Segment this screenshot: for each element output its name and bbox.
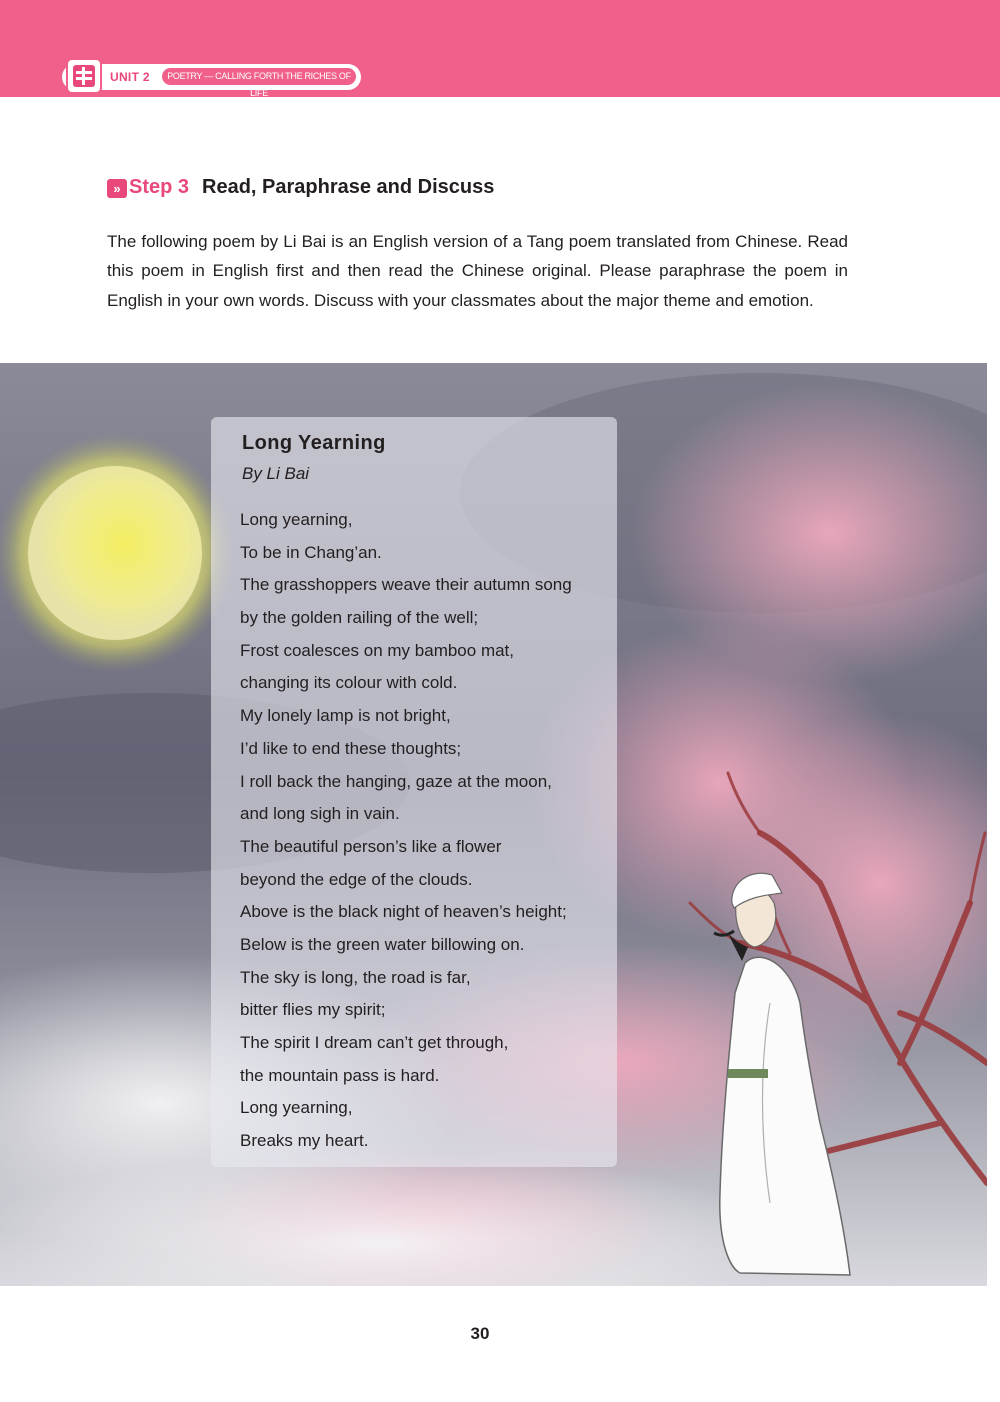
poem-line: To be in Chang’an. — [240, 542, 382, 562]
poem-line: by the golden railing of the well; — [240, 608, 479, 628]
poem-line: I’d like to end these thoughts; — [240, 738, 462, 758]
poem-line: and long sigh in vain. — [240, 804, 400, 824]
poem-line: Above is the black night of heaven’s height; — [240, 902, 567, 922]
poem-line: the mountain pass is hard. — [240, 1065, 440, 1085]
unit-subtitle: POETRY — CALLING FORTH THE RICHES OF LIFE — [162, 68, 356, 85]
poem-line: Below is the green water billowing on. — [240, 934, 525, 954]
unit-label: UNIT 2 — [110, 70, 150, 84]
poem-line: The spirit I dream can’t get through, — [240, 1033, 509, 1052]
poem-author: By Li Bai — [242, 464, 310, 483]
poem-line: My lonely lamp is not bright, — [240, 706, 451, 726]
poem-line: Frost coalesces on my bamboo mat, — [240, 640, 515, 660]
double-chevron-right-icon: » — [107, 179, 127, 198]
step-title: Read, Paraphrase and Discuss — [202, 176, 495, 198]
poem-line: Breaks my heart. — [240, 1131, 369, 1151]
poem-line: I roll back the hanging, gaze at the moon, — [240, 771, 552, 791]
unit-seal-icon — [66, 58, 102, 94]
poem-line: The sky is long, the road is far, — [240, 967, 471, 987]
poem-line: changing its colour with cold. — [240, 673, 458, 693]
poem-line: beyond the edge of the clouds. — [240, 869, 473, 889]
poem-line: The grasshoppers weave their autumn song — [240, 575, 572, 595]
poem-title: Long Yearning — [242, 432, 386, 454]
poem-line: Long yearning, — [240, 1098, 353, 1118]
poem-line: The beautiful person’s like a flower — [240, 836, 502, 856]
step-number: Step 3 — [129, 176, 190, 198]
moon — [28, 466, 202, 640]
intro-paragraph: The following poem by Li Bai is an English version of a Tang poem translated from Chinese. Read this poem in English first and then read the Chinese original. Please paraphrase the poem in English in your own words. Discuss with your classmates about the major theme and emotion. — [107, 232, 848, 310]
poem-line: Long yearning, — [240, 510, 353, 529]
poem-line: bitter flies my spirit; — [240, 1000, 386, 1020]
poem-lines — [240, 504, 572, 1158]
page-number: 30 — [470, 1324, 490, 1343]
